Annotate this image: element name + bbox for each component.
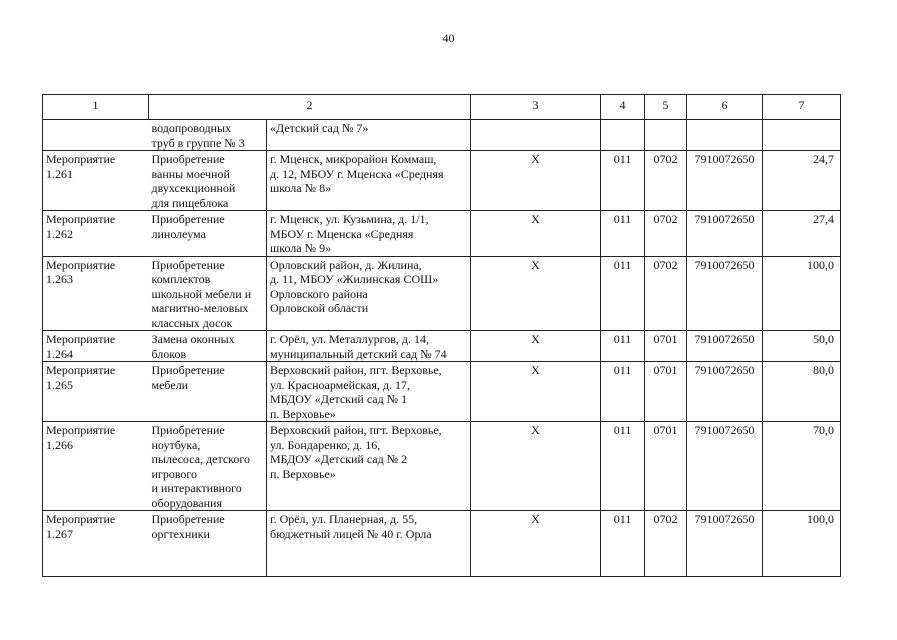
cell-line: труб в группе № 3 xyxy=(151,135,245,150)
cell-line: МБДОУ «Детский сад № 2 xyxy=(270,452,408,466)
cell-line: Приобретение xyxy=(151,257,225,272)
header-cell-1: 1 xyxy=(43,95,149,120)
section-cell: 0701 xyxy=(645,331,687,362)
measure-subject-cell xyxy=(149,362,267,422)
cell-line: магнитно-меловых xyxy=(151,301,249,315)
cell-line: п. Верховье» xyxy=(270,406,336,421)
header-cell-4: 4 xyxy=(601,95,645,120)
cell-line: комплектов xyxy=(151,272,211,286)
classification-cell: 7910072650 xyxy=(687,331,763,362)
table-row xyxy=(43,422,841,511)
mark-cell: Х xyxy=(471,211,601,257)
cell-line: 1.266 xyxy=(46,437,73,452)
section-cell: 0701 xyxy=(645,422,687,511)
cell-line: Орловской области xyxy=(270,301,369,315)
amount-cell: 80,0 xyxy=(763,362,841,422)
table-row xyxy=(43,362,841,422)
cell-line: Мероприятие xyxy=(46,212,116,226)
mark-cell: Х xyxy=(471,422,601,511)
cell-line: Замена оконных xyxy=(151,332,235,346)
header-cell-5: 5 xyxy=(645,95,687,120)
table-row xyxy=(43,151,841,211)
measure-name-cell xyxy=(43,331,149,362)
code-cell: 011 xyxy=(601,211,645,257)
cell-line: пылесоса, детского xyxy=(151,452,251,466)
cell-line: 1.263 xyxy=(46,272,73,286)
measure-subject-cell xyxy=(149,151,267,211)
cell-line: муниципальный детский сад № 74 xyxy=(270,346,447,361)
measure-address-cell xyxy=(267,362,471,422)
measure-subject-cell xyxy=(149,256,267,331)
measure-subject-cell xyxy=(149,211,267,257)
cell-line: Мероприятие xyxy=(46,363,116,377)
mark-cell: Х xyxy=(471,331,601,362)
cell-line: 1.265 xyxy=(46,377,73,392)
section-cell: 0702 xyxy=(645,211,687,257)
section-cell: 0702 xyxy=(645,151,687,211)
cell-line: игрового xyxy=(151,466,198,481)
table-row xyxy=(43,211,841,257)
amount-cell: 27,4 xyxy=(763,211,841,257)
cell-line: Приобретение xyxy=(151,512,225,526)
measure-name-cell xyxy=(43,151,149,211)
cell-line: водопроводных xyxy=(151,121,232,135)
header-row xyxy=(43,95,841,120)
table-row xyxy=(43,120,841,151)
measure-name-cell xyxy=(43,362,149,422)
cell-line: ул. Красноармейская, д. 17, xyxy=(270,377,410,392)
code-cell xyxy=(601,120,645,151)
classification-cell: 7910072650 xyxy=(687,511,763,577)
cell-line: оборудования xyxy=(151,495,222,510)
measure-subject-cell xyxy=(149,120,267,151)
cell-line: Верховский район, пгт. Верховье, xyxy=(270,423,442,437)
code-cell: 011 xyxy=(601,362,645,422)
cell-line: 1.267 xyxy=(46,526,73,541)
header-cell-7: 7 xyxy=(763,95,841,120)
measure-address-cell xyxy=(267,256,471,331)
cell-line: г. Мценск, микрорайон Коммаш, xyxy=(270,152,437,166)
cell-line: д. 12, МБОУ г. Мценска «Средняя xyxy=(270,166,444,181)
amount-cell xyxy=(763,120,841,151)
measure-name-cell xyxy=(43,211,149,257)
amount-cell: 100,0 xyxy=(763,256,841,331)
cell-line: двухсекционной xyxy=(151,181,236,195)
measure-address-cell xyxy=(267,211,471,257)
measure-name-cell xyxy=(43,511,149,577)
mark-cell: Х xyxy=(471,151,601,211)
cell-line: МБДОУ «Детский сад № 1 xyxy=(270,392,408,406)
amount-cell: 24,7 xyxy=(763,151,841,211)
cell-line: п. Верховье» xyxy=(270,466,336,481)
cell-line: и интерактивного xyxy=(151,481,242,495)
cell-line: ноутбука, xyxy=(151,437,201,452)
cell-line: оргтехники xyxy=(151,526,210,541)
cell-line: 1.261 xyxy=(46,166,73,181)
cell-line: ванны моечной xyxy=(151,166,230,181)
cell-line: МБОУ г. Мценска «Средняя xyxy=(270,226,414,241)
code-cell: 011 xyxy=(601,256,645,331)
cell-line: г. Мценск, ул. Кузьмина, д. 1/1, xyxy=(270,212,429,226)
measure-name-cell xyxy=(43,256,149,331)
classification-cell: 7910072650 xyxy=(687,211,763,257)
mark-cell: Х xyxy=(471,256,601,331)
cell-line: д. 11, МБОУ «Жилинская СОШ» xyxy=(270,272,439,286)
cell-line: школа № 8» xyxy=(270,181,332,195)
cell-line: ул. Бондаренко, д. 16, xyxy=(270,437,381,452)
amount-cell: 70,0 xyxy=(763,422,841,511)
cell-line: г. Орёл, ул. Металлургов, д. 14, xyxy=(270,332,430,346)
section-cell: 0702 xyxy=(645,511,687,577)
code-cell: 011 xyxy=(601,331,645,362)
cell-line: мебели xyxy=(151,377,189,392)
cell-line: Верховский район, пгт. Верховье, xyxy=(270,363,442,377)
cell-line: классных досок xyxy=(151,315,233,330)
measure-address-cell xyxy=(267,120,471,151)
classification-cell: 7910072650 xyxy=(687,362,763,422)
cell-line: Мероприятие xyxy=(46,152,116,166)
cell-line: Мероприятие xyxy=(46,512,116,526)
table-body xyxy=(43,95,841,577)
code-cell: 011 xyxy=(601,151,645,211)
measure-name-cell xyxy=(43,422,149,511)
cell-line: Мероприятие xyxy=(46,423,116,437)
section-cell xyxy=(645,120,687,151)
mark-cell: Х xyxy=(471,362,601,422)
page-number: 40 xyxy=(442,31,455,45)
header-cell-3: 3 xyxy=(471,95,601,120)
mark-cell xyxy=(471,120,601,151)
cell-line: Приобретение xyxy=(151,212,225,226)
cell-line: Орловский район, д. Жилина, xyxy=(270,257,422,272)
classification-cell: 7910072650 xyxy=(687,256,763,331)
section-cell: 0701 xyxy=(645,362,687,422)
cell-line: 1.262 xyxy=(46,226,73,241)
cell-line: школьной мебели и xyxy=(151,286,252,301)
measure-subject-cell xyxy=(149,331,267,362)
cell-line: бюджетный лицей № 40 г. Орла xyxy=(270,526,432,541)
measure-subject-cell xyxy=(149,422,267,511)
header-cell-2: 2 xyxy=(149,95,471,120)
classification-cell: 7910072650 xyxy=(687,151,763,211)
classification-cell xyxy=(687,120,763,151)
amount-cell: 100,0 xyxy=(763,511,841,577)
section-cell: 0702 xyxy=(645,256,687,331)
cell-line: Приобретение xyxy=(151,152,225,166)
mark-cell: Х xyxy=(471,511,601,577)
cell-line: 1.264 xyxy=(46,346,73,361)
table-row xyxy=(43,331,841,362)
budget-measures-table xyxy=(42,94,841,577)
cell-line: Приобретение xyxy=(151,423,225,437)
header-cell-6: 6 xyxy=(687,95,763,120)
cell-line: Мероприятие xyxy=(46,257,116,272)
cell-line: линолеума xyxy=(151,226,206,241)
amount-cell: 50,0 xyxy=(763,331,841,362)
cell-line: «Детский сад № 7» xyxy=(270,121,369,135)
cell-line: для пищеблока xyxy=(151,195,229,210)
cell-line: Орловского района xyxy=(270,286,368,301)
measure-address-cell xyxy=(267,151,471,211)
cell-line: Приобретение xyxy=(151,363,225,377)
measure-subject-cell xyxy=(149,511,267,577)
measure-name-cell xyxy=(43,120,149,151)
code-cell: 011 xyxy=(601,422,645,511)
cell-line: г. Орёл, ул. Планерная, д. 55, xyxy=(270,512,418,526)
measure-address-cell xyxy=(267,422,471,511)
cell-line: школа № 9» xyxy=(270,241,332,255)
measure-address-cell xyxy=(267,511,471,577)
code-cell: 011 xyxy=(601,511,645,577)
measure-address-cell xyxy=(267,331,471,362)
table-row xyxy=(43,256,841,331)
cell-line: Мероприятие xyxy=(46,332,116,346)
classification-cell: 7910072650 xyxy=(687,422,763,511)
table-row xyxy=(43,511,841,577)
cell-line: блоков xyxy=(151,346,187,361)
